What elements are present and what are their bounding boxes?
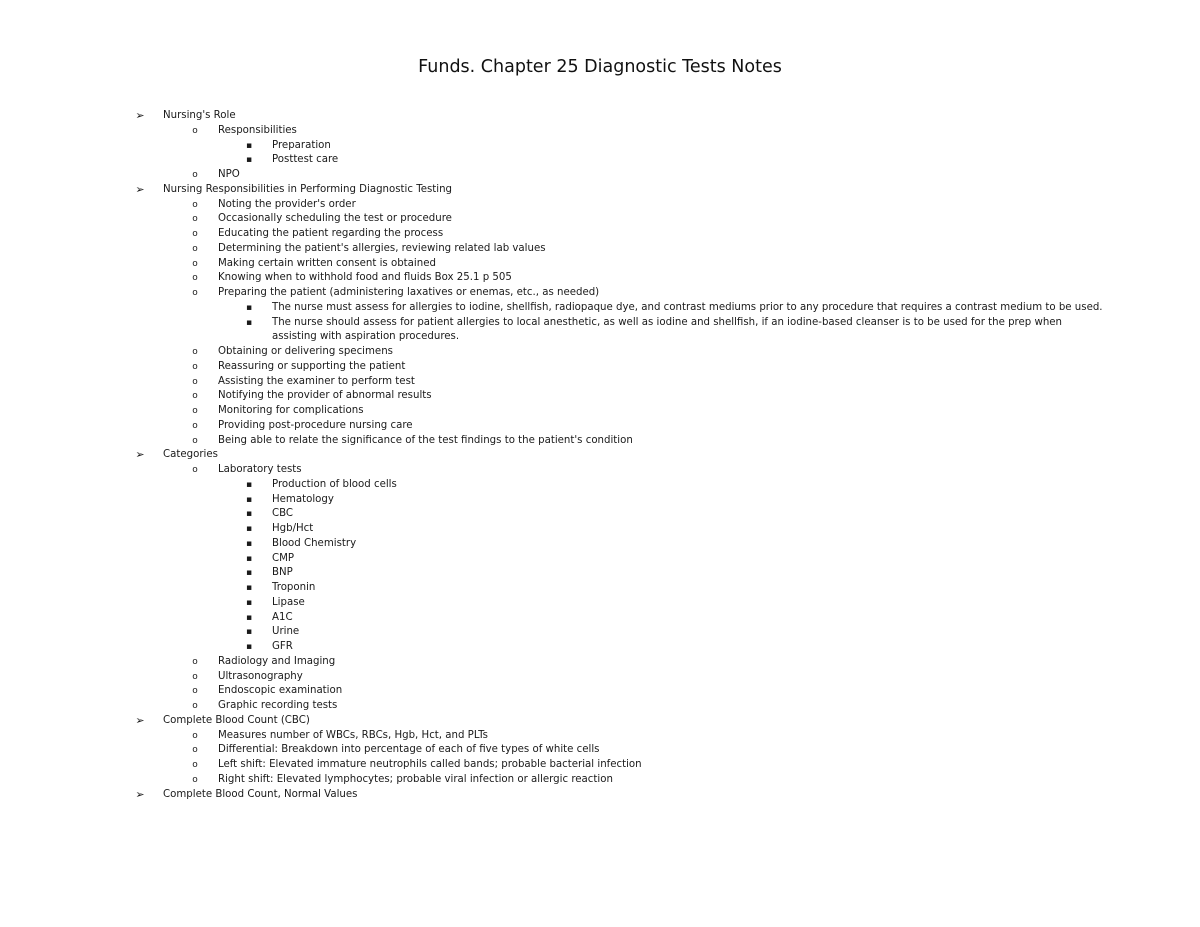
outline-item-level-2 <box>0 729 1200 744</box>
outline-item-level-2 <box>0 286 1200 301</box>
outline-item-text: Laboratory tests <box>218 464 302 475</box>
outline-item-text: Being able to relate the significance of the test findings to the patient's condition <box>218 434 633 446</box>
outline-item-text: Noting the provider's order <box>218 198 356 210</box>
arrow-bullet-icon: ➢ <box>135 109 145 122</box>
outline-item-level-2 <box>0 257 1200 272</box>
outline-item-text: Hematology <box>272 493 334 505</box>
outline-item-level-3 <box>0 552 1200 567</box>
square-bullet-icon: ▪ <box>245 642 253 652</box>
outline-item-text: Lipase <box>272 596 305 608</box>
circle-bullet-icon: o <box>192 774 198 785</box>
outline-item-level-2 <box>0 242 1200 257</box>
square-bullet-icon: ▪ <box>245 583 253 593</box>
square-bullet-icon: ▪ <box>245 597 253 608</box>
outline-item-level-3 <box>0 507 1200 522</box>
outline-item-level-2 <box>0 198 1200 213</box>
outline-item-level-3 <box>0 139 1200 154</box>
outline-item-text: Notifying the provider of abnormal results <box>218 390 432 402</box>
outline-item-level-3 <box>0 611 1200 626</box>
outline-item-text: Nursing's Role <box>163 110 236 121</box>
square-bullet-icon: ▪ <box>245 494 253 505</box>
circle-bullet-icon: o <box>192 170 198 180</box>
outline-item-text: Obtaining or delivering specimens <box>218 346 393 357</box>
square-bullet-icon: ▪ <box>245 627 253 638</box>
outline-item-text: Reassuring or supporting the patient <box>218 360 406 372</box>
outline-item-level-2 <box>0 670 1200 685</box>
square-bullet-icon: ▪ <box>245 524 253 534</box>
outline-item-text: Blood Chemistry <box>272 537 357 549</box>
outline-item-level-2 <box>0 655 1200 670</box>
outline-item-text: The nurse must assess for allergies to iodine, shellfish, radiopaque dye, and contrast mediums prior to any procedure that requires a contrast medium to be used. <box>272 301 1103 313</box>
circle-bullet-icon: o <box>192 258 198 269</box>
circle-bullet-icon: o <box>192 391 198 402</box>
outline-item-text: Graphic recording tests <box>218 700 338 711</box>
circle-bullet-icon: o <box>192 420 198 431</box>
outline-item-text: Radiology and Imaging <box>218 655 336 667</box>
outline-item-text: Differential: Breakdown into percentage of each of five types of white cells <box>218 744 600 756</box>
square-bullet-icon: ▪ <box>245 155 253 166</box>
circle-bullet-icon: o <box>192 671 198 682</box>
outline-item-level-2 <box>0 743 1200 758</box>
circle-bullet-icon: o <box>192 656 198 667</box>
outline-item-level-2 <box>0 227 1200 242</box>
outline-item-text: Endoscopic examination <box>218 685 343 697</box>
outline-item-text: Complete Blood Count (CBC) <box>163 714 310 726</box>
square-bullet-icon: ▪ <box>245 553 253 564</box>
circle-bullet-icon: o <box>192 435 198 446</box>
outline-item-text: Production of blood cells <box>272 478 397 490</box>
circle-bullet-icon: o <box>192 214 198 225</box>
outline-item-level-1 <box>0 448 1200 463</box>
square-bullet-icon: ▪ <box>245 479 253 490</box>
outline-item-level-2 <box>0 758 1200 773</box>
outline-item-level-3 <box>0 581 1200 596</box>
outline-item-text: Measures number of WBCs, RBCs, Hgb, Hct, and PLTs <box>218 729 488 741</box>
outline-item-text: Ultrasonography <box>218 670 303 682</box>
square-bullet-icon: ▪ <box>245 568 253 579</box>
arrow-bullet-icon: ➢ <box>135 448 145 462</box>
outline-item-level-2 <box>0 271 1200 286</box>
outline-item-level-3 <box>0 596 1200 611</box>
circle-bullet-icon: o <box>192 229 198 239</box>
circle-bullet-icon: o <box>192 361 198 372</box>
outline-item-text: Determining the patient's allergies, reviewing related lab values <box>218 242 546 254</box>
outline-item-text: Left shift: Elevated immature neutrophils called bands; probable bacterial infection <box>218 759 642 770</box>
arrow-bullet-icon: ➢ <box>135 713 145 727</box>
outline-item-text: Educating the patient regarding the process <box>218 228 444 239</box>
outline-item-text: Occasionally scheduling the test or procedure <box>218 213 452 225</box>
outline-item-level-2 <box>0 212 1200 227</box>
outline-item-level-1 <box>0 788 1200 803</box>
circle-bullet-icon: o <box>192 288 198 298</box>
outline-item-text: Assisting the examiner to perform test <box>218 375 415 387</box>
outline-item-level-2 <box>0 345 1200 360</box>
outline-item-level-2 <box>0 684 1200 699</box>
outline-item-text: BNP <box>272 567 293 579</box>
square-bullet-icon: ▪ <box>245 612 253 623</box>
outline-item-text: CBC <box>272 508 294 520</box>
outline-item-text: Troponin <box>272 582 316 593</box>
outline-item-text: Knowing when to withhold food and fluids Box 25.1 p 505 <box>218 272 512 284</box>
outline-item-text: Responsibilities <box>218 124 297 136</box>
outline-item-level-2 <box>0 389 1200 404</box>
circle-bullet-icon: o <box>192 125 198 136</box>
outline-item-text: Monitoring for complications <box>218 405 364 416</box>
outline-item-text: Posttest care <box>272 154 339 166</box>
outline-item-level-2 <box>0 463 1200 478</box>
square-bullet-icon: ▪ <box>245 140 253 151</box>
square-bullet-icon: ▪ <box>245 509 253 520</box>
square-bullet-icon: ▪ <box>245 317 253 328</box>
outline-item-text: Hgb/Hct <box>272 523 314 534</box>
outline-item-level-3 <box>0 478 1200 493</box>
square-bullet-icon: ▪ <box>245 302 253 313</box>
circle-bullet-icon: o <box>192 701 198 711</box>
outline-item-level-3 <box>0 566 1200 581</box>
outline-item-level-1 <box>0 183 1200 198</box>
outline-item-level-3 <box>0 625 1200 640</box>
outline-item-level-3 <box>0 522 1200 537</box>
outline-item-level-3 <box>0 640 1200 655</box>
circle-bullet-icon: o <box>192 760 198 770</box>
outline-item-text: The nurse should assess for patient allergies to local anesthetic, as well as iodine and shellfish, if an iodine-based cleanser is to be used for the prep when assisting with aspiration procedures. <box>272 316 1063 343</box>
outline-item-text: Preparing the patient (administering laxatives or enemas, etc., as needed) <box>218 287 600 298</box>
square-bullet-icon: ▪ <box>245 538 253 549</box>
outline-item-level-1 <box>0 109 1200 124</box>
page-title: Funds. Chapter 25 Diagnostic Tests Notes <box>418 57 782 77</box>
outline-item-level-2 <box>0 360 1200 375</box>
outline-item-text: Right shift: Elevated lymphocytes; probable viral infection or allergic reaction <box>218 773 613 785</box>
outline-item-level-2 <box>0 124 1200 139</box>
outline-item-level-3 <box>0 316 1200 346</box>
circle-bullet-icon: o <box>192 376 198 387</box>
circle-bullet-icon: o <box>192 243 198 254</box>
circle-bullet-icon: o <box>192 273 198 284</box>
circle-bullet-icon: o <box>192 465 198 475</box>
outline-item-level-1 <box>0 714 1200 729</box>
outline-item-level-3 <box>0 301 1200 316</box>
outline-item-level-2 <box>0 168 1200 183</box>
outline-item-level-3 <box>0 493 1200 508</box>
outline-item-text: Complete Blood Count, Normal Values <box>163 788 358 800</box>
outline-item-text: Preparation <box>272 139 331 151</box>
outline-item-text: Making certain written consent is obtained <box>218 257 436 269</box>
outline-item-text: CMP <box>272 552 295 564</box>
outline-item-level-2 <box>0 773 1200 788</box>
outline-item-text: Categories <box>163 449 218 461</box>
circle-bullet-icon: o <box>192 686 198 697</box>
outline-item-level-2 <box>0 375 1200 390</box>
arrow-bullet-icon: ➢ <box>135 787 145 801</box>
outline-item-text: A1C <box>272 611 293 623</box>
circle-bullet-icon: o <box>192 199 198 210</box>
outline-item-level-2 <box>0 404 1200 419</box>
outline-item-level-2 <box>0 434 1200 449</box>
outline-item-level-2 <box>0 699 1200 714</box>
circle-bullet-icon: o <box>192 745 198 756</box>
outline-item-level-3 <box>0 537 1200 552</box>
circle-bullet-icon: o <box>192 406 198 416</box>
outline-item-level-3 <box>0 153 1200 168</box>
outline-item-level-2 <box>0 419 1200 434</box>
outline-list <box>0 109 1200 802</box>
outline-item-text: Nursing Responsibilities in Performing Diagnostic Testing <box>163 183 453 195</box>
circle-bullet-icon: o <box>192 730 198 741</box>
outline-item-text: GFR <box>272 641 293 652</box>
outline-item-text: Urine <box>272 626 300 638</box>
circle-bullet-icon: o <box>192 347 198 357</box>
outline-item-text: Providing post-procedure nursing care <box>218 419 413 431</box>
arrow-bullet-icon: ➢ <box>135 182 145 196</box>
outline-item-text: NPO <box>218 169 240 180</box>
